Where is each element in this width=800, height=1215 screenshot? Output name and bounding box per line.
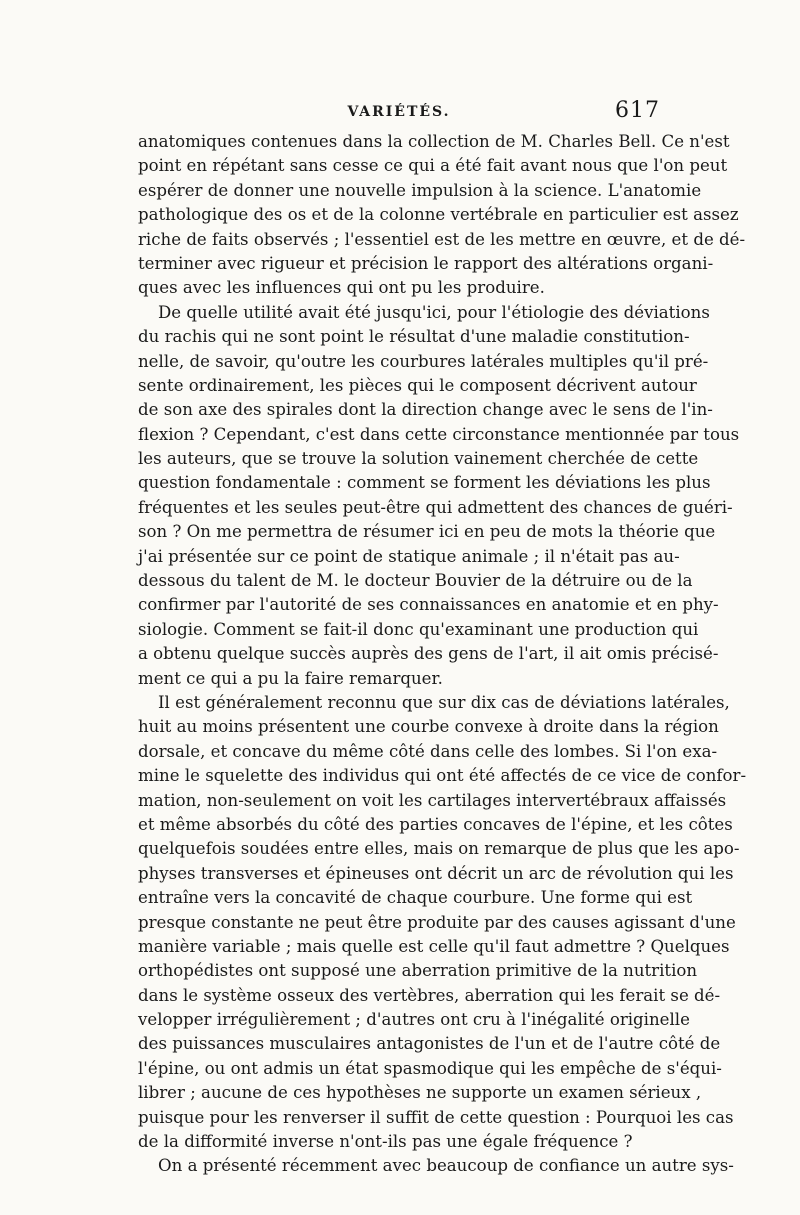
text-line: de la difformité inverse n'ont-ils pas une égale fréquence ? [138, 1132, 633, 1152]
text-line: librer ; aucune de ces hypothèses ne supporte un examen sérieux , [138, 1083, 702, 1103]
paragraph [138, 301, 740, 691]
text-line: ment ce qui a pu la faire remarquer. [138, 668, 443, 688]
text-line: pathologique des os et de la colonne vertébrale en particulier est assez [138, 205, 739, 225]
text-line: point en répétant sans cesse ce qui a été fait avant nous que l'on peut [138, 156, 728, 176]
running-head-title: VARIÉTÉS. [347, 104, 451, 120]
text-line: manière variable ; mais quelle est celle qu'il faut admettre ? Quelques [138, 936, 730, 956]
text-line: dorsale, et concave du même côté dans celle des lombes. Si l'on exa- [138, 741, 718, 761]
text-line: de son axe des spirales dont la direction change avec le sens de l'in- [138, 400, 713, 420]
text-line: presque constante ne peut être produite par des causes agissant d'une [138, 912, 736, 932]
text-line: huit au moins présentent une courbe convexe à droite dans la région [138, 717, 719, 737]
paragraph [138, 130, 746, 301]
text-line: De quelle utilité avait été jusqu'ici, pour l'étiologie des déviations [158, 302, 710, 322]
text-line: mation, non-seulement on voit les cartilages intervertébraux affaissés [138, 790, 727, 810]
text-line: l'épine, ou ont admis un état spasmodique qui les empêche de s'équi- [138, 1058, 722, 1078]
text-line: flexion ? Cependant, c'est dans cette circonstance mentionnée par tous [138, 424, 740, 444]
text-line: mine le squelette des individus qui ont été affectés de ce vice de confor- [138, 766, 747, 786]
text-line: a obtenu quelque succès auprès des gens de l'art, il ait omis précisé- [138, 644, 719, 664]
body-text [138, 130, 747, 1179]
text-line: siologie. Comment se fait-il donc qu'examinant une production qui [138, 619, 699, 639]
text-line: entraîne vers la concavité de chaque courbure. Une forme qui est [138, 888, 693, 908]
text-line: les auteurs, que se trouve la solution vainement cherchée de cette [138, 449, 699, 469]
text-line: On a présenté récemment avec beaucoup de confiance un autre sys- [158, 1156, 734, 1176]
text-line: et même absorbés du côté des parties concaves de l'épine, et les côtes [138, 814, 733, 834]
text-line: terminer avec rigueur et précision le rapport des altérations organi- [138, 253, 714, 273]
text-line: quelquefois soudées entre elles, mais on remarque de plus que les apo- [138, 839, 740, 859]
text-line: ques avec les influences qui ont pu les produire. [138, 278, 545, 298]
text-line: puisque pour les renverser il suffit de cette question : Pourquoi les cas [138, 1107, 734, 1127]
text-line: dessous du talent de M. le docteur Bouvier de la détruire ou de la [138, 571, 693, 591]
running-head [138, 98, 660, 128]
text-line: confirmer par l'autorité de ses connaissances en anatomie et en phy- [138, 595, 719, 615]
text-line: j'ai présentée sur ce point de statique animale ; il n'était pas au- [138, 546, 680, 566]
page-number: 617 [615, 98, 660, 123]
text-line: nelle, de savoir, qu'outre les courbures latérales multiples qu'il pré- [138, 351, 709, 371]
text-line: dans le système osseux des vertèbres, aberration qui les ferait se dé- [138, 985, 721, 1005]
paragraph [138, 1154, 734, 1178]
text-line: du rachis qui ne sont point le résultat d'une maladie constitution- [138, 327, 690, 347]
text-line: son ? On me permettra de résumer ici en peu de mots la théorie que [138, 522, 716, 542]
text-line: des puissances musculaires antagonistes de l'un et de l'autre côté de [138, 1034, 721, 1054]
paragraph [138, 691, 747, 1154]
text-line: physes transverses et épineuses ont décrit un arc de révolution qui les [138, 863, 734, 883]
text-line: Il est généralement reconnu que sur dix cas de déviations latérales, [158, 692, 730, 712]
text-line: question fondamentale : comment se forment les déviations les plus [138, 473, 711, 493]
text-line: orthopédistes ont supposé une aberration primitive de la nutrition [138, 961, 698, 981]
text-line: espérer de donner une nouvelle impulsion à la science. L'anatomie [138, 180, 702, 200]
text-line: fréquentes et les seules peut-être qui admettent des chances de guéri- [138, 497, 733, 517]
text-line: riche de faits observés ; l'essentiel est de les mettre en œuvre, et de dé- [138, 229, 746, 249]
text-line: velopper irrégulièrement ; d'autres ont cru à l'inégalité originelle [138, 1010, 690, 1030]
text-line: sente ordinairement, les pièces qui le composent décrivent autour [138, 375, 697, 395]
text-line: anatomiques contenues dans la collection de M. Charles Bell. Ce n'est [138, 132, 730, 151]
